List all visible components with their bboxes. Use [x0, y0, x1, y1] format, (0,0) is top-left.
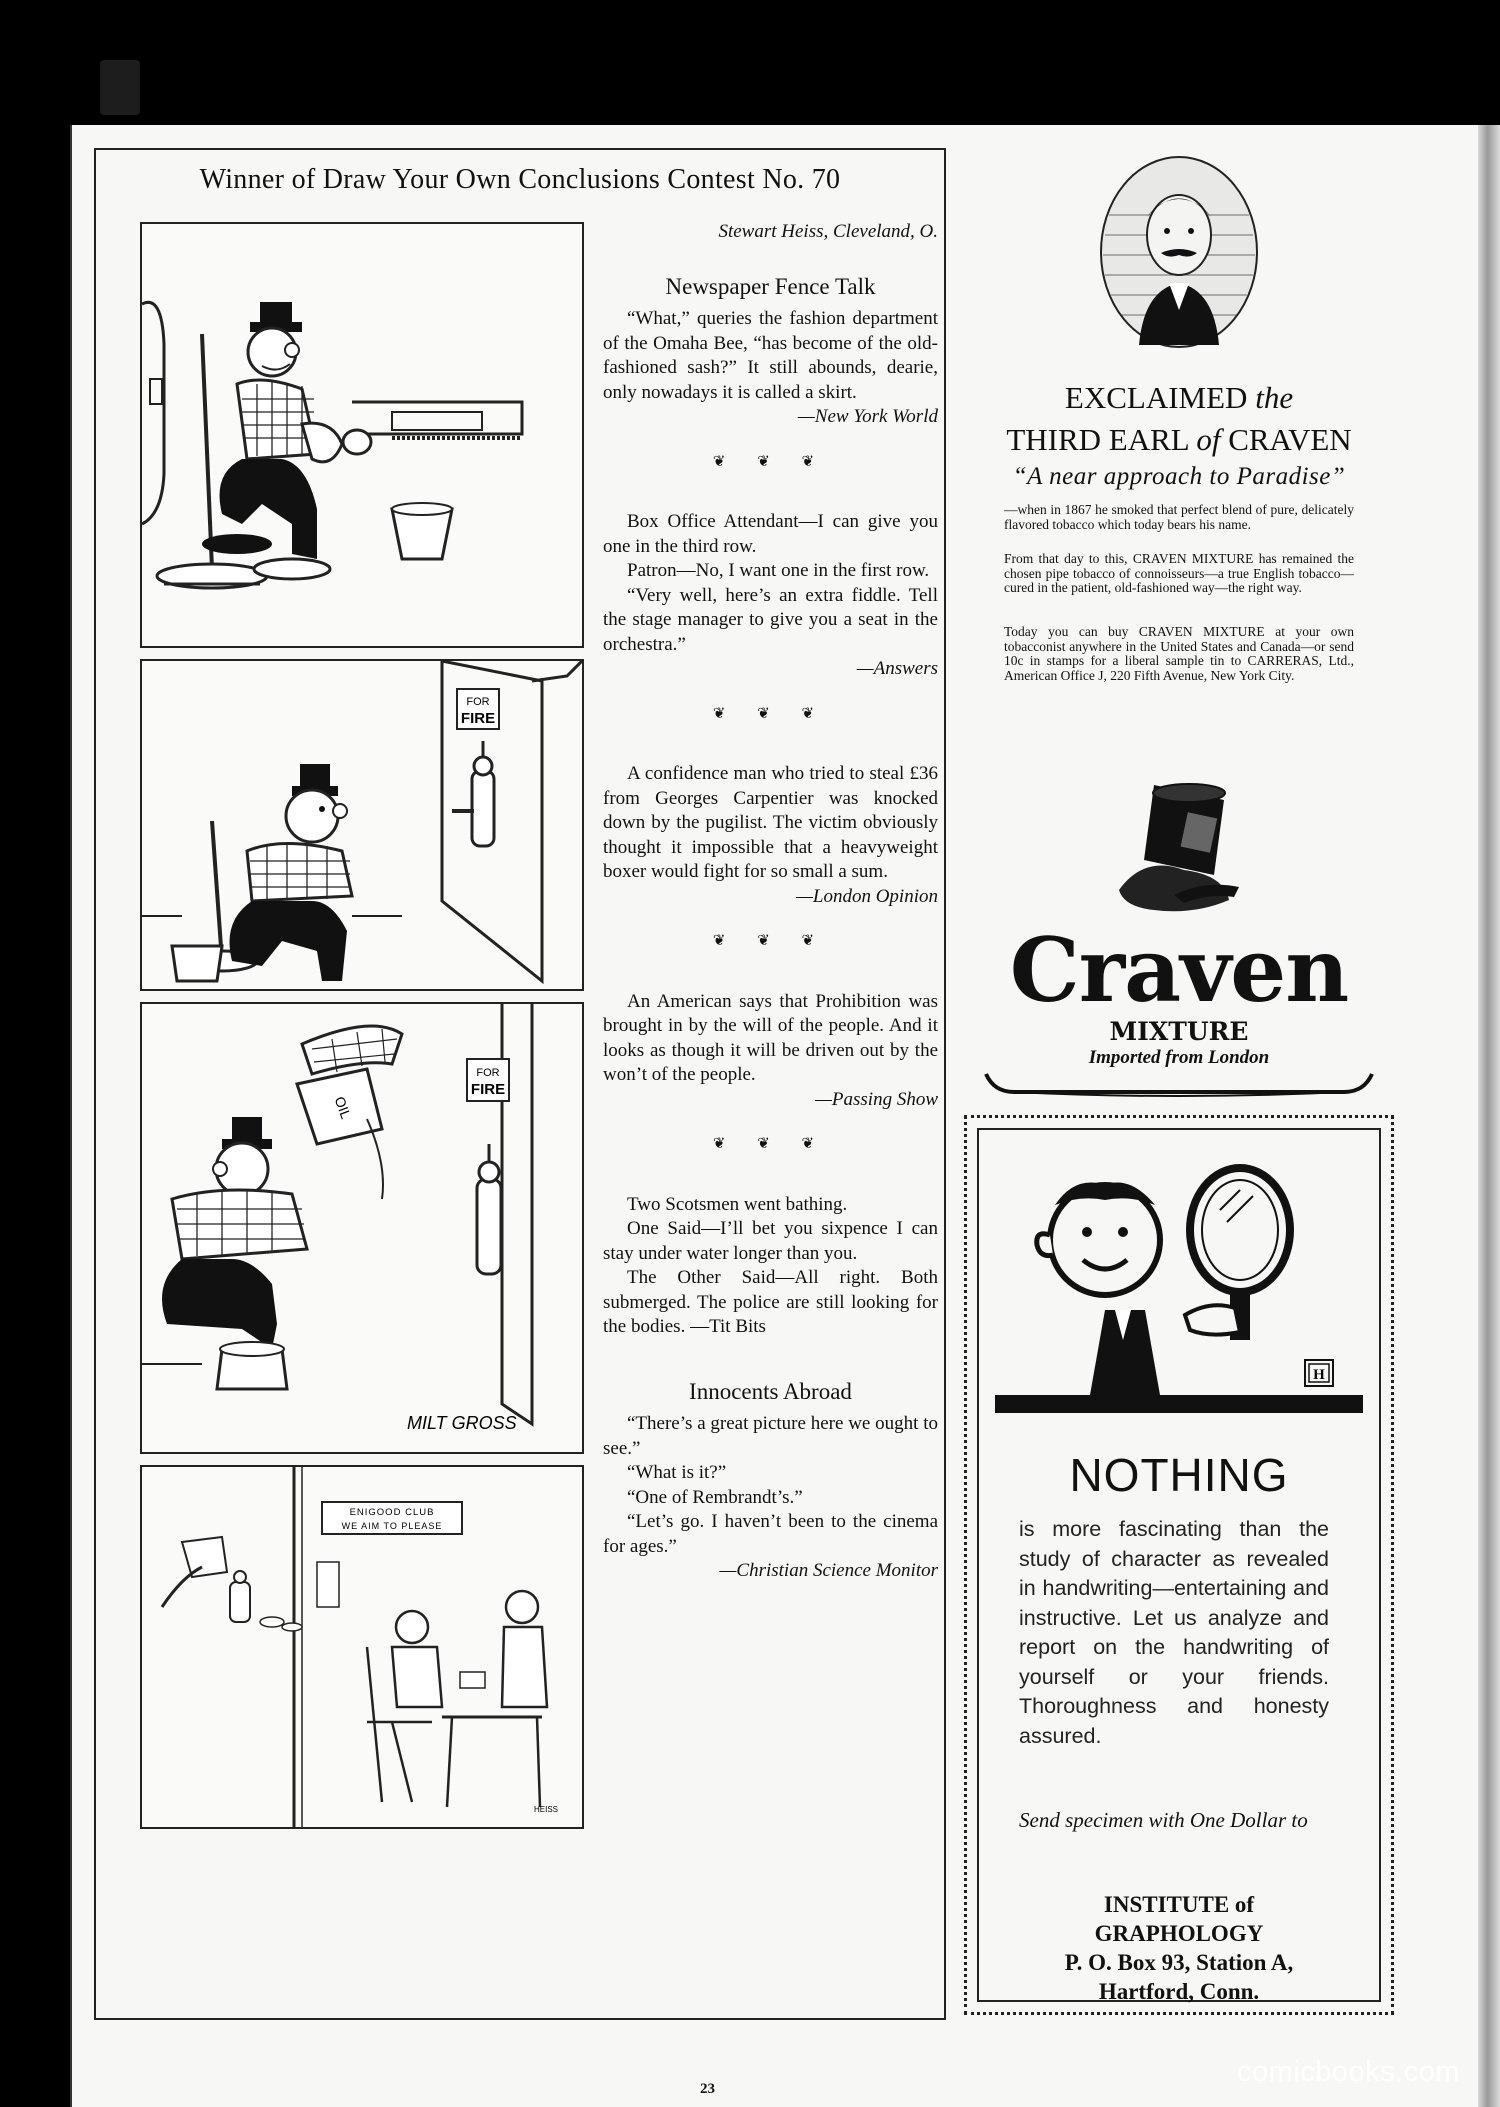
panel-4-signature: HEISS — [534, 1805, 559, 1814]
item-5-line-3: The Other Said—All right. Both submerged. The police are still looking for the bodies. —Tit Bits — [603, 1267, 938, 1337]
graphology-ad — [964, 1115, 1394, 2015]
item-6-line-1: “There’s a great picture here we ought to see.” — [603, 1413, 938, 1459]
item-6-line-4: “Let’s go. I haven’t been to the cinema for ages.” — [603, 1511, 938, 1557]
item-2-line-1: Box Office Attendant—I can give you one in the third row. — [603, 511, 938, 557]
panel-2-sign-bottom: FIRE — [460, 710, 496, 727]
comic-panel-1 — [140, 222, 584, 648]
headline-third-earl: THIRD EARL — [1006, 422, 1189, 457]
item-1-source: —New York World — [797, 406, 938, 427]
item-5-line-2: One Said—I’ll bet you sixpence I can stay under water longer than you. — [603, 1218, 938, 1264]
item-6-line-3: “One of Rembrandt’s.” — [627, 1486, 803, 1508]
graphology-send: Send specimen with One Dollar to — [1019, 1808, 1308, 1832]
craven-copy-3: Today you can buy CRAVEN MIXTURE at your own tobacconist anywhere in the United States and Canada—or send 10c in stamps for a liberal sample tin to CARRERAS, Ltd., American Office J, 220 Fifth Avenue, New York City. — [1004, 624, 1354, 683]
graphology-headline: NOTHING — [1069, 1449, 1289, 1501]
panel-3-sign-bottom: FIRE — [470, 1081, 506, 1098]
headline-exclaimed: EXCLAIMED — [1064, 380, 1248, 415]
institute-line-3: P. O. Box 93, Station A, — [1064, 1950, 1294, 1975]
item-2-line-2: Patron—No, I want one in the first row. — [627, 560, 930, 581]
page-number: 23 — [700, 2081, 715, 2097]
item-5-line-1: Two Scotsmen went bathing. — [627, 1193, 848, 1215]
institute-line-4: Hartford, Conn. — [1098, 1979, 1260, 2004]
item-6-source: —Christian Science Monitor — [719, 1560, 938, 1581]
item-2-line-3: “Very well, here’s an extra fiddle. Tell the stage manager to give you a seat in the orchestra.” — [603, 584, 938, 655]
comic-panel-2 — [140, 659, 584, 991]
panel-3-sign-top: FOR — [476, 1067, 500, 1079]
tobacco-tin-illustration — [1114, 775, 1244, 925]
club-sign-line1: ENIGOOD CLUB — [349, 1507, 435, 1518]
oil-can-label: OIL — [331, 1094, 355, 1122]
item-4-text: An American says that Prohibition was brought in by the will of the people. And it looks as though it will be driven out by the won’t of the people. — [603, 990, 938, 1085]
institute-line-1: INSTITUTE of — [1103, 1892, 1255, 1917]
item-2-source: —Answers — [856, 658, 938, 679]
magazine-page — [70, 125, 1500, 2107]
item-3-text: A confidence man who tried to steal £36 from Georges Carpentier was knocked down by the pugilist. The victim obviously thought it impossible that a heavyweight boxer would fight for so small a sum. — [603, 763, 938, 882]
headline-the: the — [1255, 380, 1294, 415]
scan-speck — [100, 60, 140, 115]
artist-monogram: H — [1313, 1367, 1325, 1383]
headline-of: of — [1196, 422, 1221, 457]
ornament-1: ❦ ❦ ❦ — [712, 453, 829, 470]
craven-headline — [964, 377, 1394, 461]
panel-2-sign-top: FOR — [466, 696, 490, 708]
item-4-source: —Passing Show — [815, 1088, 938, 1110]
panel-4-drawing — [142, 1467, 582, 1827]
craven-copy-1: —when in 1867 he smoked that perfect blend of pure, delicately flavored tobacco which today bears his name. — [1004, 502, 1354, 532]
graphology-body: is more fascinating than the study of character as revealed in handwriting—entertaining and instructive. Let us analyze and report on the handwriting of yourself or your friends. Thoroughness and honesty assured. — [1019, 1517, 1329, 1748]
panel-2-drawing — [142, 661, 582, 989]
winner-credit: Stewart Heiss, Cleveland, O. — [718, 221, 938, 242]
item-6-heading: Innocents Abroad — [689, 1378, 852, 1404]
headline-craven: CRAVEN — [1228, 422, 1352, 457]
comic-panel-3 — [140, 1002, 584, 1454]
graphology-address — [979, 1890, 1379, 2006]
paradise-quote: “A near approach to Paradise” — [1012, 463, 1346, 490]
craven-mixture: MIXTURE — [1109, 1017, 1249, 1046]
club-sign-line2: WE AIM TO PLEASE — [341, 1521, 443, 1531]
item-6-line-2: “What is it?” — [627, 1462, 727, 1483]
earl-portrait — [1099, 155, 1259, 350]
contest-box — [94, 148, 946, 2020]
item-1-text: “What,” queries the fashion department of the Omaha Bee, “has become of the old-fashioned sash?” It still abounds, dearie, only nowadays it is called a skirt. — [603, 308, 938, 403]
graphology-ad-inner — [977, 1128, 1381, 2002]
ornament-4: ❦ ❦ ❦ — [712, 1136, 829, 1152]
humor-column — [603, 220, 938, 1594]
site-watermark: comicbooks.com — [1237, 2056, 1460, 2088]
page-edge — [1478, 125, 1500, 2107]
graphology-illustration — [995, 1160, 1363, 1430]
craven-copy-2: From that day to this, CRAVEN MIXTURE has remained the chosen pipe tobacco of connoisseurs—a true English tobacco—cured in the patient, old-fashioned way—the right way. — [1004, 551, 1354, 595]
comic-panel-4 — [140, 1465, 584, 1829]
craven-swoosh — [984, 1070, 1374, 1100]
contest-title: Winner of Draw Your Own Conclusions Contest No. 70 — [199, 164, 841, 195]
cartoonist-signature: MILT GROSS — [407, 1413, 517, 1433]
item-3-source: —London Opinion — [796, 885, 938, 907]
panel-3-drawing — [142, 1004, 582, 1452]
craven-imported: Imported from London — [1088, 1047, 1270, 1068]
institute-line-2: GRAPHOLOGY — [1094, 1921, 1264, 1946]
ornament-2: ❦ ❦ ❦ — [712, 705, 829, 722]
panel-1-drawing — [142, 224, 582, 646]
item-1-heading: Newspaper Fence Talk — [665, 273, 876, 299]
ornament-3: ❦ ❦ ❦ — [712, 933, 829, 949]
craven-brand: Craven — [1009, 918, 1349, 1022]
